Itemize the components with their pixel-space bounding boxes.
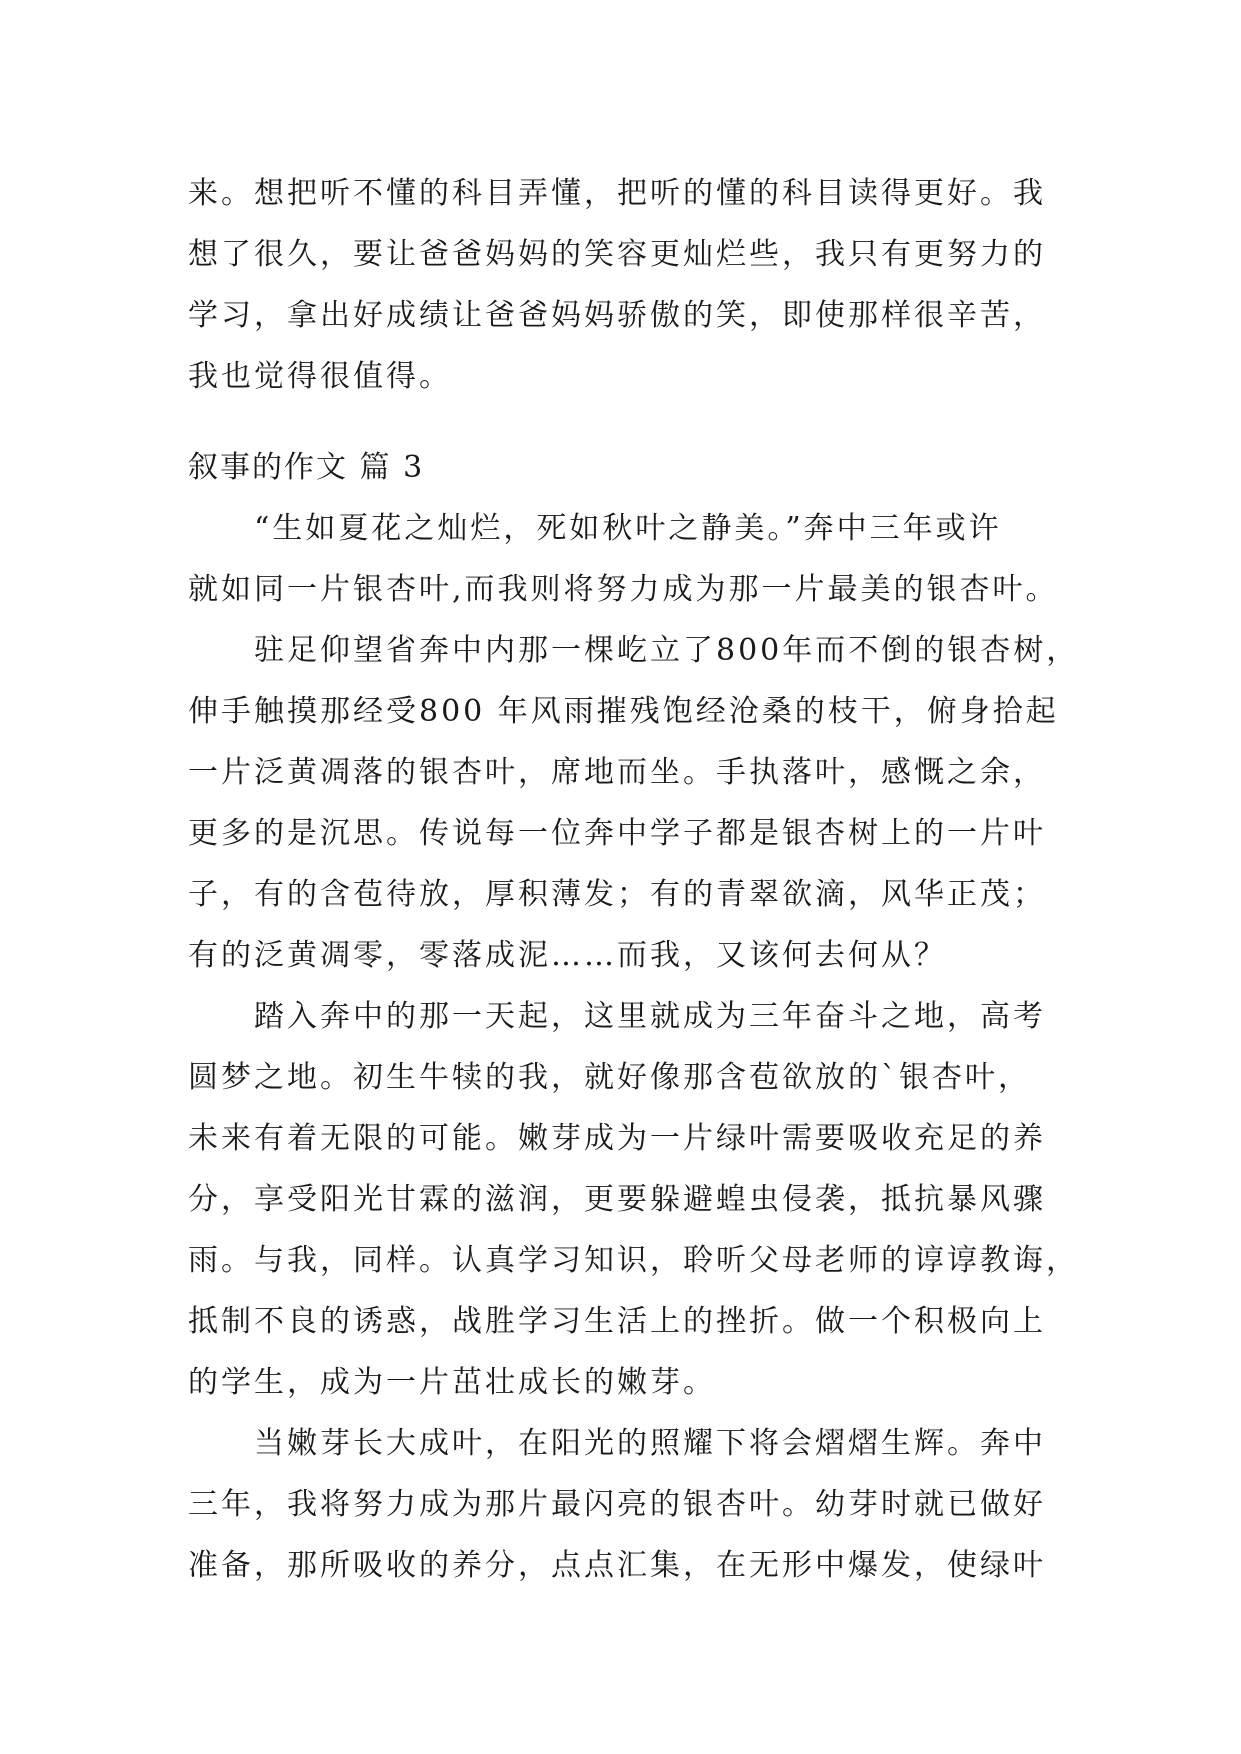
text-line: 我也觉得很值得。 [188,359,452,394]
text-line: 三年，我将努力成为那片最闪亮的银杏叶。幼芽时就已做好 [188,1487,1046,1522]
text-line: 一片泛黄凋落的银杏叶，席地而坐。手执落叶，感慨之余， [188,755,1046,790]
text-line: 伸手触摸那经受800 年风雨摧残饱经沧桑的枝干，俯身拾起 [188,694,1059,729]
text-line: 圆梦之地。初生牛犊的我，就好像那含苞欲放的`银杏叶， [188,1060,1031,1095]
text-line: 想了很久，要让爸爸妈妈的笑容更灿烂些，我只有更努力的 [188,237,1046,272]
text-line: 未来有着无限的可能。嫩芽成为一片绿叶需要吸收充足的养 [188,1121,1046,1156]
text-line: 抵制不良的诱惑，战胜学习生活上的挫折。做一个积极向上 [188,1304,1046,1339]
paragraph-3 [188,986,1079,1413]
text-line: 有的泛黄凋零，零落成泥……而我，又该何去何从？ [188,938,947,973]
text-line: 更多的是沉思。传说每一位奔中学子都是银杏树上的一片叶 [188,816,1046,851]
text-line: “生如夏花之灿烂，死如秋叶之静美。”奔中三年或许 [254,511,1002,546]
section-gap [188,407,1068,437]
text-line: 学习，拿出好成绩让爸爸妈妈骄傲的笑，即使那样很辛苦， [188,298,1046,333]
paragraph-2 [188,620,1080,986]
text-line: 分，享受阳光甘霖的滋润，更要躲避蝗虫侵袭，抵抗暴风骤 [188,1182,1046,1217]
text-line: 就如同一片银杏叶,而我则将努力成为那一片最美的银杏叶。 [188,572,1059,607]
document-page [188,163,1080,1596]
text-line: 雨。与我，同样。认真学习知识，聆听父母老师的谆谆教诲， [188,1243,1079,1278]
text-line: 来。想把听不懂的科目弄懂，把听的懂的科目读得更好。我 [188,176,1046,211]
text-line: 踏入奔中的那一天起，这里就成为三年奋斗之地，高考 [254,999,1046,1034]
text-line: 驻足仰望省奔中内那一棵屹立了800年而不倒的银杏树， [254,633,1080,668]
text-line: 子，有的含苞待放，厚积薄发；有的青翠欲滴，风华正茂； [188,877,1046,912]
text-line: 当嫩芽长大成叶，在阳光的照耀下将会熠熠生辉。奔中 [254,1426,1046,1461]
paragraph-4 [188,1413,1068,1596]
paragraph-1 [188,498,1068,620]
text-line: 准备，那所吸收的养分，点点汇集，在无形中爆发，使绿叶 [188,1548,1046,1583]
paragraph-continuation [188,163,1068,407]
text-line: 的学生，成为一片茁壮成长的嫩芽。 [188,1365,716,1400]
section-heading: 叙事的作文 篇 3 [188,450,425,485]
